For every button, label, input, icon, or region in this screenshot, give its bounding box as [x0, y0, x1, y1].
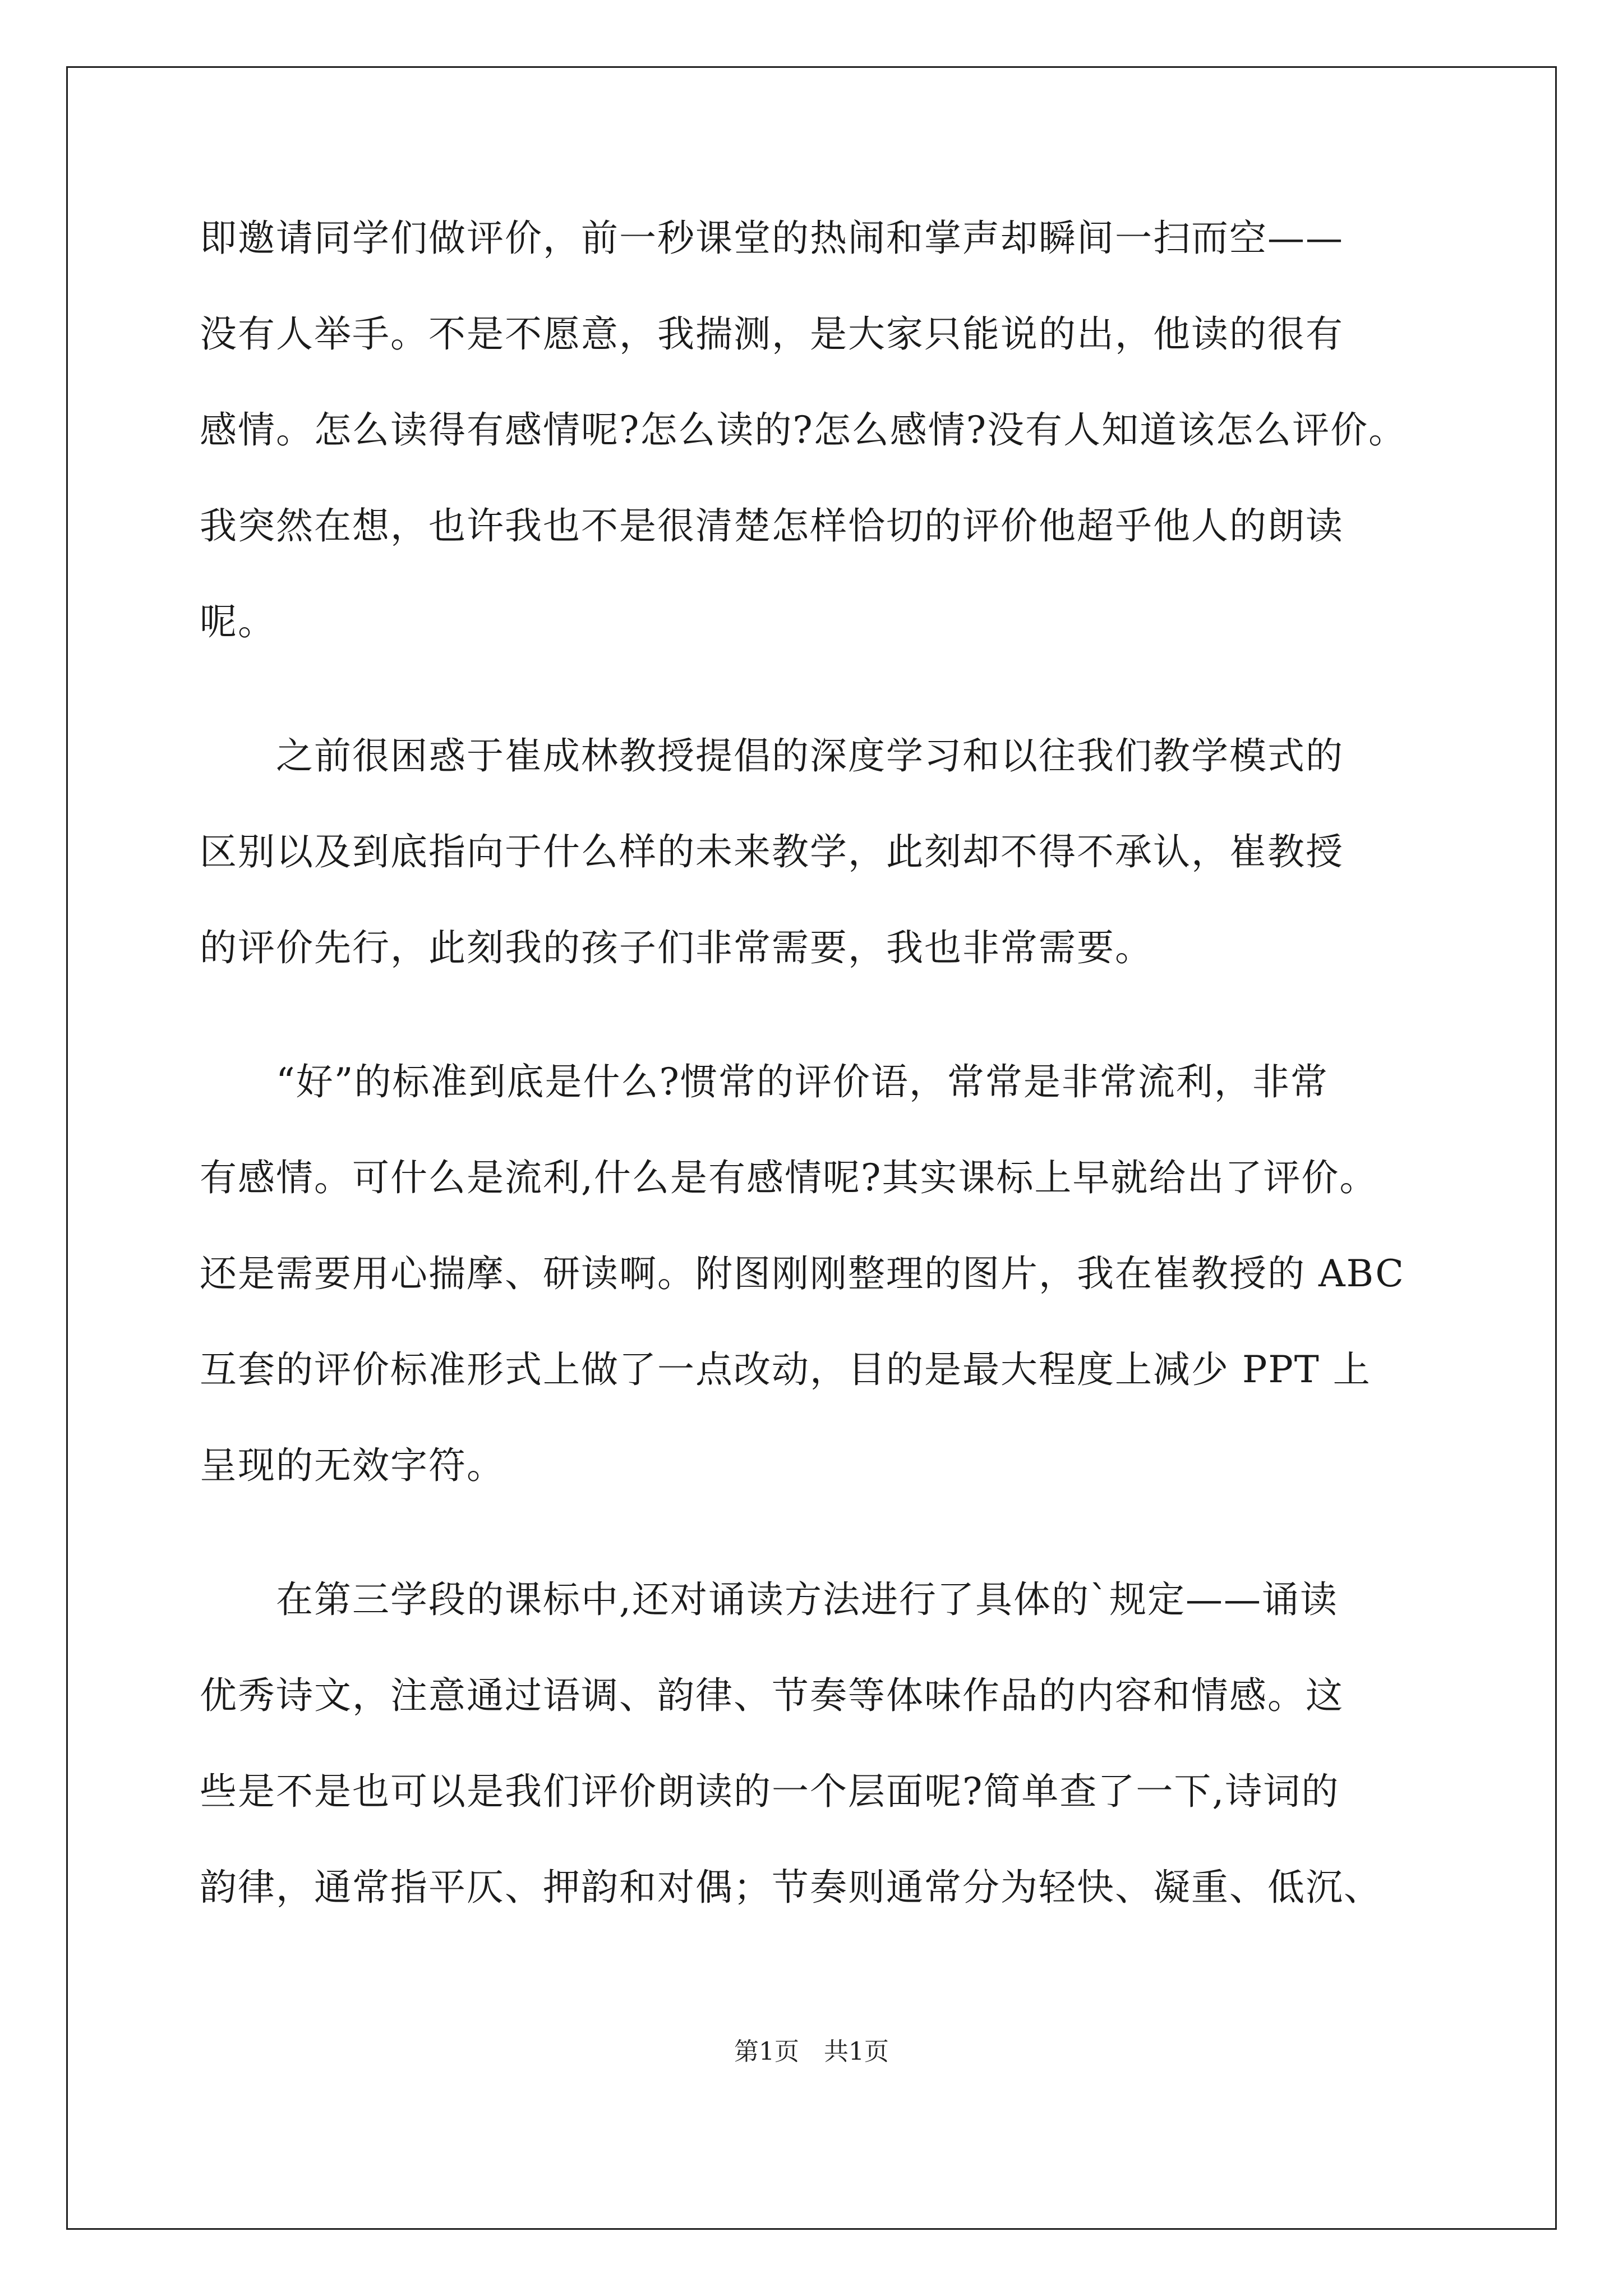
text-line: “好”的标准到底是什么?惯常的评价语，常常是非常流利，非常 — [200, 1060, 1329, 1103]
paragraph-gap — [200, 1528, 1422, 1566]
text-line: 我突然在想，也许我也不是很清楚怎样恰切的评价他超乎他人的朗读 — [200, 504, 1344, 547]
text-line: 互套的评价标准形式上做了一点改动，目的是最大程度上减少 PPT 上 — [200, 1348, 1371, 1391]
text-line: 还是需要用心揣摩、研读啊。附图刚刚整理的图片，我在崔教授的 ABC — [200, 1252, 1405, 1295]
text-line: 有感情。可什么是流利,什么是有感情呢?其实课标上早就给出了评价。 — [200, 1156, 1378, 1199]
text-line: 呈现的无效字符。 — [200, 1444, 505, 1487]
text-line: 优秀诗文，注意通过语调、韵律、节奏等体味作品的内容和情感。这 — [200, 1674, 1344, 1717]
paragraph-gap — [200, 684, 1422, 723]
text-line: 感情。怎么读得有感情呢?怎么读的?怎么感情?没有人知道该怎么评价。 — [200, 408, 1407, 452]
text-line: 的评价先行，此刻我的孩子们非常需要，我也非常需要。 — [200, 926, 1153, 969]
text-line: 些是不是也可以是我们评价朗读的一个层面呢?简单查了一下,诗词的 — [200, 1770, 1340, 1813]
text-line: 没有人举手。不是不愿意，我揣测，是大家只能说的出，他读的很有 — [200, 312, 1344, 356]
document-body — [200, 205, 1422, 1950]
page-number-footer: 第1页 共1页 — [734, 2037, 889, 2066]
paragraph-gap — [200, 1010, 1422, 1048]
text-line: 之前很困惑于崔成林教授提倡的深度学习和以往我们教学模式的 — [200, 734, 1344, 777]
text-line: 呢。 — [200, 600, 276, 643]
text-line: 区别以及到底指向于什么样的未来教学，此刻却不得不承认，崔教授 — [200, 830, 1344, 873]
text-line: 韵律，通常指平仄、押韵和对偶；节奏则通常分为轻快、凝重、低沉、 — [200, 1866, 1382, 1909]
text-line: 在第三学段的课标中,还对诵读方法进行了具体的`规定——诵读 — [200, 1578, 1338, 1621]
text-line: 即邀请同学们做评价，前一秒课堂的热闹和掌声却瞬间一扫而空—— — [200, 217, 1344, 260]
